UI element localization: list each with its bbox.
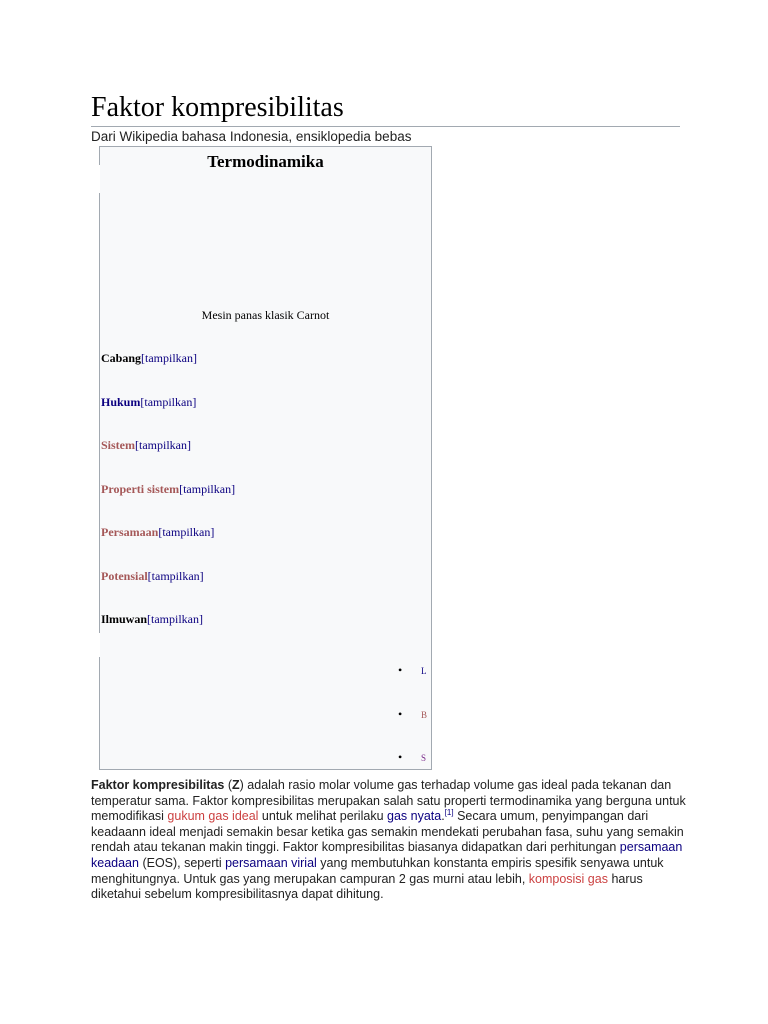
bullet-icon: • — [398, 707, 403, 721]
paragraph-text: ( — [224, 778, 233, 792]
infobox-row-label: Ilmuwan — [101, 612, 148, 626]
infobox-row-ilmuwan — [101, 612, 203, 626]
infobox-termodinamika — [99, 146, 432, 770]
site-tagline: Dari Wikipedia bahasa Indonesia, ensiklopedia bebas — [91, 129, 412, 144]
infobox-row-properti-sistem — [101, 482, 235, 496]
symbol-bold: Z — [232, 778, 240, 792]
show-toggle-link[interactable]: [tampilkan] — [158, 525, 215, 539]
paragraph-text: untuk melihat perilaku — [258, 809, 387, 824]
infobox-row-label-link[interactable]: Sistem — [101, 438, 135, 452]
show-toggle-link[interactable]: [tampilkan] — [147, 612, 203, 626]
paragraph-text: (EOS), seperti — [138, 855, 226, 870]
gas-composition-link[interactable]: komposisi gas — [528, 871, 608, 886]
bullet-icon: • — [398, 663, 403, 677]
navbox-view-link[interactable]: L — [421, 666, 427, 676]
infobox-image-caption: Mesin panas klasik Carnot — [201, 308, 330, 322]
bullet-icon: • — [398, 750, 403, 764]
show-toggle-link[interactable]: [tampilkan] — [140, 395, 197, 409]
infobox-row-hukum — [101, 395, 196, 409]
infobox-row-persamaan — [101, 525, 214, 539]
reference-link[interactable]: [1] — [444, 808, 454, 818]
paragraph-text: . — [441, 809, 445, 824]
infobox-row-label-link[interactable]: Hukum — [101, 395, 141, 409]
infobox-edge-gap — [99, 633, 100, 657]
show-toggle-link[interactable]: [tampilkan] — [179, 482, 236, 496]
infobox-row-sistem — [101, 438, 191, 452]
ideal-gas-law-link[interactable]: gukum gas ideal — [167, 809, 259, 824]
page-title: Faktor kompresibilitas — [91, 92, 344, 123]
paragraph-text: ) adalah rasio molar volume gas terhadap volume gas ideal pada tekanan dan temperatur sama. Faktor kompresibilitas merupakan salah satu properti termodinamika yang berguna untuk memodifikasi — [91, 778, 686, 824]
paragraph-text: harus diketahui sebelum kompresibilitasnya dapat dihitung. — [91, 871, 643, 902]
navbox-talk-link[interactable]: B — [421, 710, 428, 720]
virial-equation-link[interactable]: persamaan virial — [225, 855, 317, 870]
show-toggle-link[interactable]: [tampilkan] — [147, 569, 204, 583]
show-toggle-link[interactable]: [tampilkan] — [141, 351, 197, 365]
infobox-row-label-link[interactable]: Persamaan — [101, 525, 159, 539]
lead-paragraph — [91, 778, 691, 903]
navbox-edit-link[interactable]: S — [421, 753, 427, 763]
infobox-row-cabang — [101, 351, 197, 365]
term-bold: Faktor kompresibilitas — [91, 778, 225, 792]
title-divider — [91, 126, 680, 127]
infobox-row-potensial — [101, 569, 204, 583]
real-gas-link[interactable]: gas nyata — [387, 809, 442, 824]
show-toggle-link[interactable]: [tampilkan] — [135, 438, 191, 452]
paragraph-text: Secara umum, penyimpangan dari keadaann ideal menjadi semakin besar ketika gas semakin mendekati perubahan fasa, suhu yang semakin rendah atau tekanan makin tinggi. Faktor kompresibilitas biasanya didapatkan dari perhitungan — [91, 809, 684, 855]
infobox-row-label-link[interactable]: Potensial — [101, 569, 148, 583]
infobox-title: Termodinamika — [207, 152, 324, 171]
paragraph-text: yang membutuhkan konstanta empiris spesifik senyawa untuk menghitungnya. Untuk gas yang merupakan campuran 2 gas murni atau lebih, — [91, 855, 664, 886]
infobox-row-label: Cabang — [101, 351, 142, 365]
infobox-row-label-link[interactable]: Properti sistem — [101, 482, 180, 496]
equation-of-state-link[interactable]: persamaan keadaan — [91, 840, 683, 870]
